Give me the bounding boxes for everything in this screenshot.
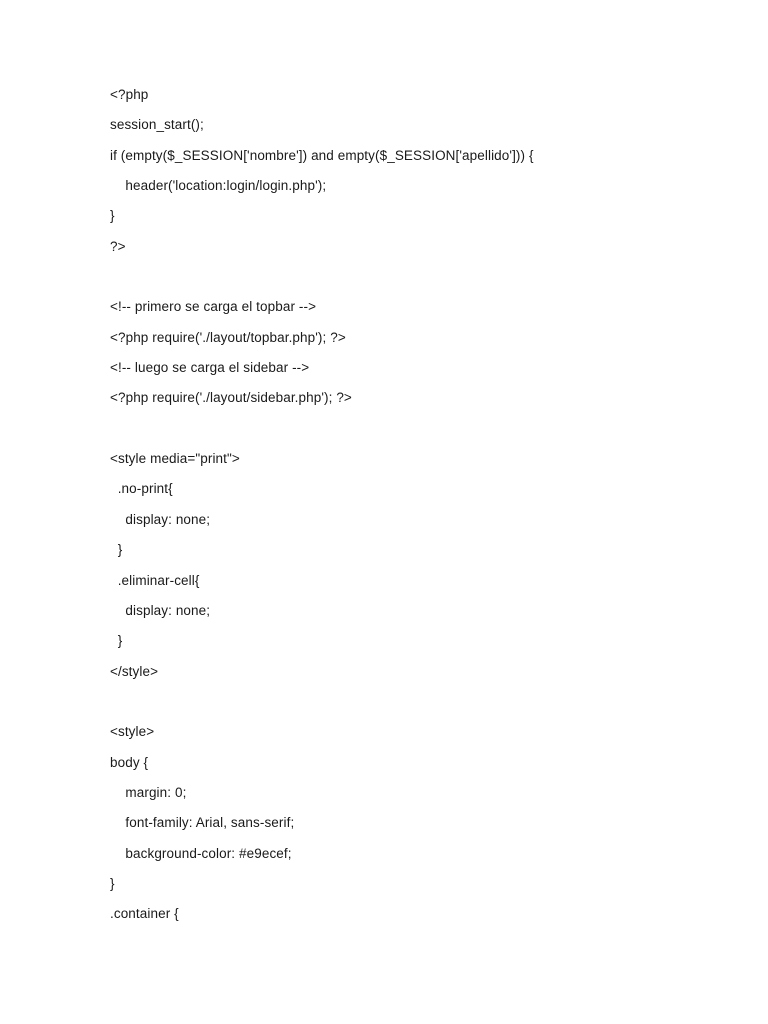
blank-line [110,418,730,448]
code-line: <style> [110,724,155,740]
code-line: font-family: Arial, sans-serif; [110,815,295,831]
code-line: <?php require('./layout/topbar.php'); ?> [110,329,346,345]
code-line: background-color: #e9ecef; [110,845,292,861]
code-line: display: none; [110,511,211,527]
code-line: .container { [110,906,179,922]
code-line: display: none; [110,602,211,618]
code-line: .no-print{ [110,481,173,497]
code-line: margin: 0; [110,784,187,800]
blank-line [110,266,730,296]
code-line: <!-- luego se carga el sidebar --> [110,360,310,376]
code-line: } [110,875,115,891]
code-line: } [110,633,123,649]
code-line: session_start(); [110,117,204,133]
code-line: .eliminar-cell{ [110,572,200,588]
code-line: body { [110,754,149,770]
code-line: <?php require('./layout/sidebar.php'); ?> [110,390,352,406]
blank-line [110,691,730,721]
code-line: } [110,542,123,558]
code-line: <?php [110,87,149,102]
code-line: ?> [110,238,126,254]
code-line: </style> [110,663,159,679]
code-listing [110,84,730,934]
code-line: if (empty($_SESSION['nombre']) and empty($_SESSION['apellido'])) { [110,147,534,163]
code-line: } [110,208,115,224]
code-line: header('location:login/login.php'); [110,178,327,194]
code-line: <!-- primero se carga el topbar --> [110,299,317,315]
code-line: <style media="print"> [110,451,240,467]
